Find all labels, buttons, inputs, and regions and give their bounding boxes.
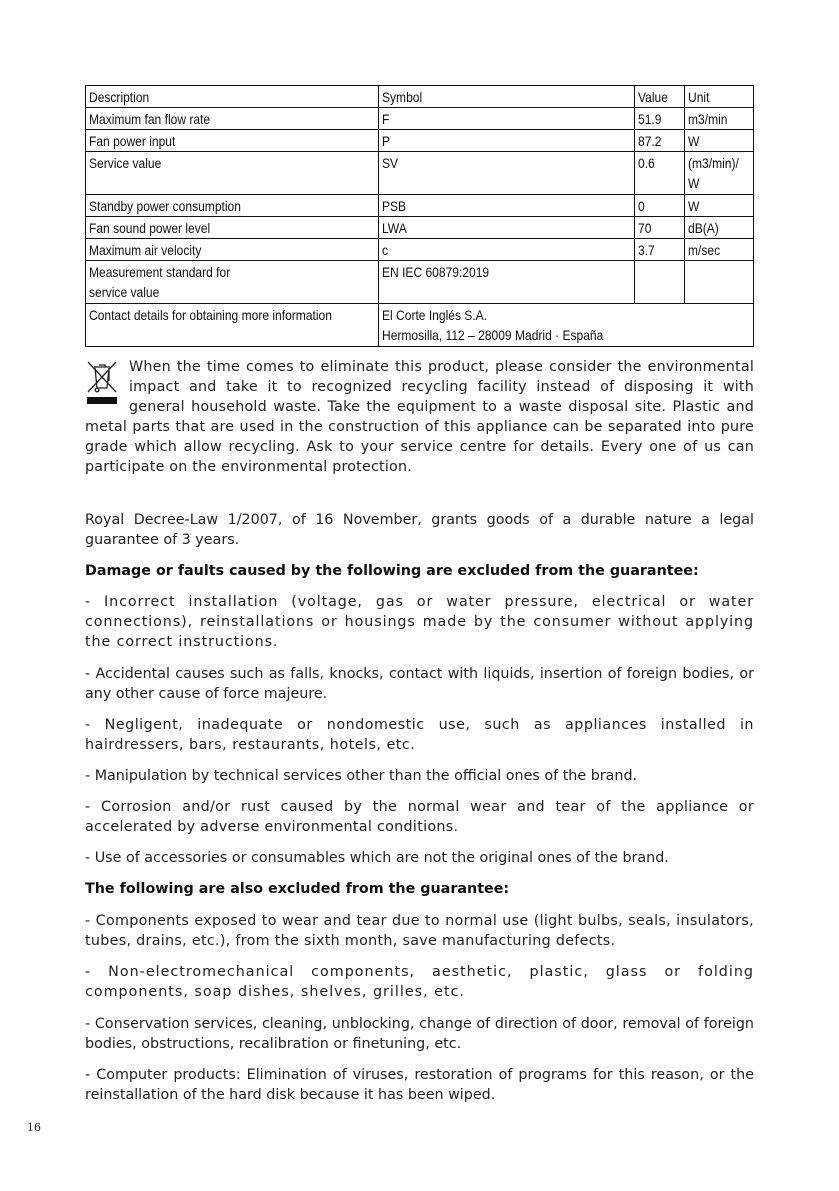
exclusion-item: - Non-electromechanical components, aesthetic, plastic, glass or folding components, soap dishes, shelves, grilles, etc. xyxy=(85,964,754,1000)
header-label: Value xyxy=(637,89,668,105)
cell-text: Fan power input xyxy=(89,133,176,149)
cell-description xyxy=(86,304,379,347)
cell-text: F xyxy=(381,111,390,127)
exclusion-item: - Corrosion and/or rust caused by the normal wear and tear of the appliance or accelerated by adverse environmental conditions. xyxy=(85,799,754,835)
cell-text: W xyxy=(688,198,700,214)
cell-text: 0.6 xyxy=(637,155,655,171)
table-row xyxy=(86,152,754,195)
cell-text: 87.2 xyxy=(637,133,661,149)
cell-value xyxy=(634,195,685,217)
table-header-row xyxy=(86,86,754,108)
cell-text: Service value xyxy=(89,155,162,171)
cell-unit xyxy=(685,217,754,239)
header-label: Unit xyxy=(688,89,710,105)
cell-description xyxy=(86,130,379,152)
cell-description xyxy=(86,261,379,304)
cell-text: Hermosilla, 112 – 28009 Madrid · España xyxy=(381,327,604,343)
header-unit xyxy=(685,86,754,108)
cell-text: 51.9 xyxy=(637,111,661,127)
exclusion-item: - Use of accessories or consumables which are not the original ones of the brand. xyxy=(85,850,669,866)
cell-unit xyxy=(685,152,754,195)
cell-symbol xyxy=(378,195,634,217)
cell-text: LWA xyxy=(381,220,407,236)
cell-value xyxy=(634,108,685,130)
cell-symbol xyxy=(378,130,634,152)
table-row xyxy=(86,239,754,261)
table-row xyxy=(86,130,754,152)
cell-text: 0 xyxy=(637,198,645,214)
cell-unit xyxy=(685,130,754,152)
header-label: Description xyxy=(89,89,150,105)
cell-text: PSB xyxy=(381,198,407,214)
cell-text: (m3/min)/ xyxy=(688,155,740,171)
cell-description xyxy=(86,195,379,217)
cell-symbol xyxy=(378,261,634,304)
cell-text: W xyxy=(688,175,700,191)
exclusion-item: - Manipulation by technical services other than the official ones of the brand. xyxy=(85,768,638,784)
weee-disposal-text: When the time comes to eliminate this product, please consider the environmental impact and take it to recognized recycling facility instead of disposing it with general household waste. Take the equipment to a waste disposal site. Plastic and metal parts that are used in the construction of this appliance can be separated into pure grade which allow recycling. Ask to your service centre for details. Every one of us can participate on the environmental protection. xyxy=(85,359,754,475)
header-value xyxy=(634,86,685,108)
cell-text: EN IEC 60879:2019 xyxy=(381,264,490,280)
cell-text: Measurement standard for xyxy=(89,264,231,280)
header-symbol xyxy=(378,86,634,108)
cell-description xyxy=(86,217,379,239)
cell-symbol xyxy=(378,239,634,261)
cell-text: El Corte Inglés S.A. xyxy=(381,307,488,323)
cell-value xyxy=(634,130,685,152)
exclusion-item: - Negligent, inadequate or nondomestic use, such as appliances installed in hairdressers, bars, restaurants, hotels, etc. xyxy=(85,717,754,753)
cell-text: SV xyxy=(381,155,399,171)
cell-text: Contact details for obtaining more information xyxy=(89,307,332,323)
cell-text: service value xyxy=(89,284,160,300)
cell-symbol xyxy=(378,108,634,130)
cell-text: Fan sound power level xyxy=(89,220,211,236)
exclusion-item: - Incorrect installation (voltage, gas or water pressure, electrical or water connections), reinstallations or housings made by the consumer without applying the correct instructions. xyxy=(85,594,754,650)
exclusions-heading-2: The following are also excluded from the guarantee: xyxy=(85,881,510,897)
cell-text: c xyxy=(381,242,388,258)
cell-symbol xyxy=(378,217,634,239)
cell-value xyxy=(634,217,685,239)
cell-description xyxy=(86,152,379,195)
cell-text: m/sec xyxy=(688,242,721,258)
cell-text: W xyxy=(688,133,700,149)
cell-value xyxy=(634,261,685,304)
cell-text: P xyxy=(381,133,390,149)
cell-text: Standby power consumption xyxy=(89,198,241,214)
cell-text: m3/min xyxy=(688,111,728,127)
cell-description xyxy=(86,239,379,261)
exclusions-heading-1: Damage or faults caused by the following are excluded from the guarantee: xyxy=(85,563,699,579)
cell-text: Maximum air velocity xyxy=(89,242,202,258)
crossed-out-wheelie-bin-icon xyxy=(85,359,119,405)
cell-contact-details xyxy=(378,304,753,347)
table-row xyxy=(86,108,754,130)
cell-description xyxy=(86,108,379,130)
table-row xyxy=(86,261,754,304)
cell-text: 3.7 xyxy=(637,242,655,258)
exclusion-item: - Conservation services, cleaning, unblocking, change of direction of door, removal of foreign bodies, obstructions, recalibration or finetuning, etc. xyxy=(85,1016,754,1052)
table-row xyxy=(86,304,754,347)
cell-unit xyxy=(685,239,754,261)
cell-text: dB(A) xyxy=(688,220,720,236)
cell-unit xyxy=(685,195,754,217)
cell-unit xyxy=(685,108,754,130)
cell-value xyxy=(634,152,685,195)
cell-symbol xyxy=(378,152,634,195)
guarantee-intro: Royal Decree-Law 1/2007, of 16 November, grants goods of a durable nature a legal guarantee of 3 years. xyxy=(85,512,754,548)
header-label: Symbol xyxy=(381,89,423,105)
table-row xyxy=(86,217,754,239)
cell-text: Maximum fan flow rate xyxy=(89,111,211,127)
specifications-table xyxy=(85,85,754,347)
table-row xyxy=(86,195,754,217)
weee-disposal-section xyxy=(85,357,754,477)
page-number: 16 xyxy=(27,1121,41,1134)
exclusion-item: - Computer products: Elimination of viruses, restoration of programs for this reason, or the reinstallation of the hard disk because it has been wiped. xyxy=(85,1067,754,1103)
cell-value xyxy=(634,239,685,261)
exclusion-item: - Accidental causes such as falls, knocks, contact with liquids, insertion of foreign bodies, or any other cause of force majeure. xyxy=(85,666,754,702)
exclusion-item: - Components exposed to wear and tear due to normal use (light bulbs, seals, insulators, tubes, drains, etc.), from the sixth month, save manufacturing defects. xyxy=(85,913,754,949)
cell-text: 70 xyxy=(637,220,651,236)
header-description xyxy=(86,86,379,108)
cell-unit xyxy=(685,261,754,304)
